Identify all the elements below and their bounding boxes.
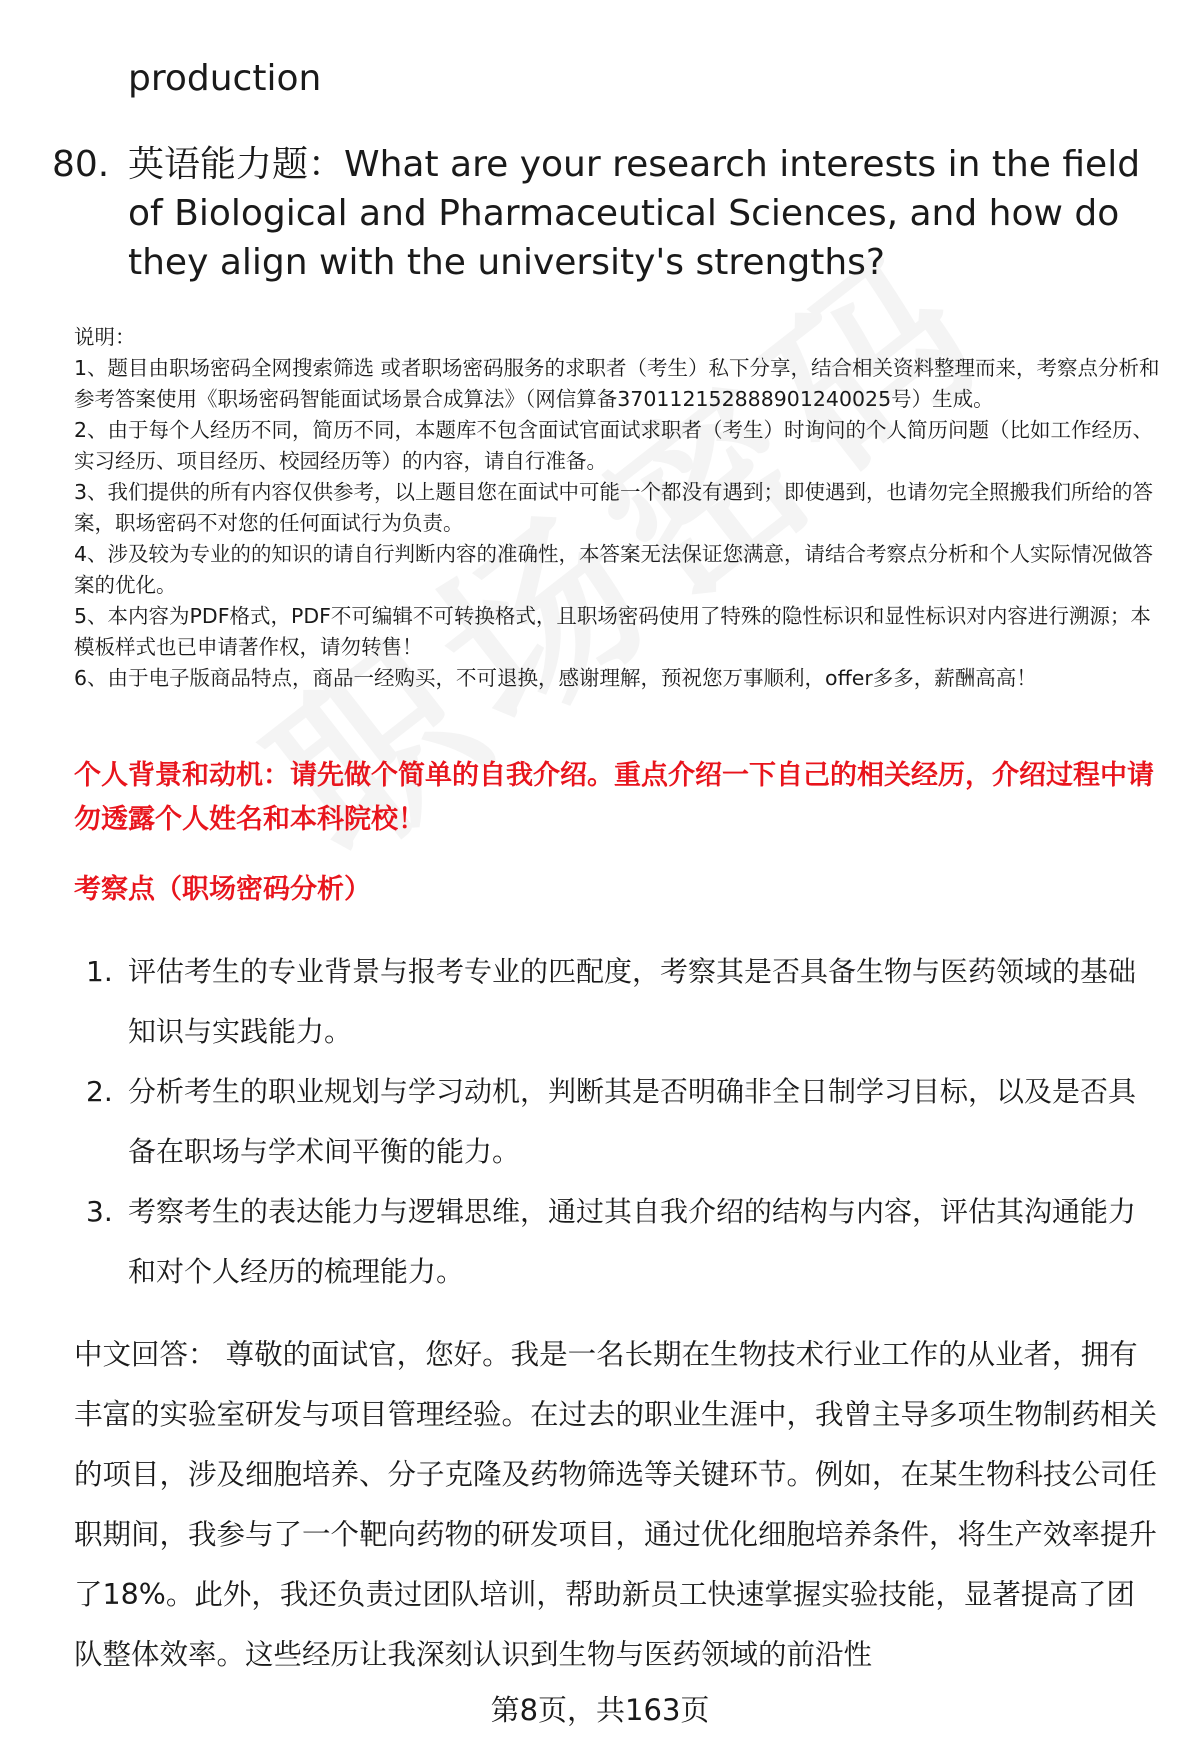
answer-label: 中文回答： <box>74 1338 217 1371</box>
point-text: 分析考生的职业规划与学习动机，判断其是否明确非全日制学习目标，以及是否具备在职场与学术间平衡的能力。 <box>128 1075 1137 1168</box>
question-block <box>52 140 1162 287</box>
analysis-points <box>86 942 1156 1302</box>
point-number: 1. <box>86 955 113 988</box>
section-title: 个人背景和动机：请先做个简单的自我介绍。重点介绍一下自己的相关经历，介绍过程中请勿透露个人姓名和本科院校！ <box>74 760 1154 835</box>
note-item: 1、题目由职场密码全网搜索筛选 或者职场密码服务的求职者（考生）私下分享，结合相关资料整理而来，考察点分析和参考答案使用《职场密码智能面试场景合成算法》（网信算备370112152888901240025号）生成。 <box>74 356 1160 411</box>
list-item <box>86 1062 1156 1182</box>
question-number: 80. <box>52 144 110 185</box>
question-text: 英语能力题：What are your research interests in the field of Biological and Pharmaceutical Sciences, and how do they align with the university's strengths? <box>128 144 1141 283</box>
note-item: 6、由于电子版商品特点，商品一经购买，不可退换，感谢理解，预祝您万事顺利，offer多多，薪酬高高！ <box>74 666 1037 690</box>
note-item: 3、我们提供的所有内容仅供参考，以上题目您在面试中可能一个都没有遇到；即使遇到，也请勿完全照搬我们所给的答案，职场密码不对您的任何面试行为负责。 <box>74 480 1154 535</box>
answer-paragraph <box>74 1325 1162 1685</box>
answer-block <box>74 1325 1162 1685</box>
notes-block <box>74 322 1164 694</box>
note-item: 2、由于每个人经历不同，简历不同，本题库不包含面试官面试求职者（考生）时询问的个人简历问题（比如工作经历、实习经历、项目经历、校园经历等）的内容，请自行准备。 <box>74 418 1154 473</box>
list-item <box>86 1182 1156 1302</box>
list-item <box>86 942 1156 1062</box>
notes-title: 说明： <box>74 325 136 349</box>
continued-text: production <box>128 58 322 99</box>
answer-text: 尊敬的面试官，您好。我是一名长期在生物技术行业工作的从业者，拥有丰富的实验室研发与项目管理经验。在过去的职业生涯中，我曾主导多项生物制药相关的项目，涉及细胞培养、分子克隆及药物筛选等关键环节。例如，在某生物科技公司任职期间，我参与了一个靶向药物的研发项目，通过优化细胞培养条件，将生产效率提升了18%。此外，我还负责过团队培训，帮助新员工快速掌握实验技能，显著提高了团队整体效率。这些经历让我深刻认识到生物与医药领域的前沿性 <box>74 1338 1158 1671</box>
point-number: 2. <box>86 1075 113 1108</box>
point-text: 评估考生的专业背景与报考专业的匹配度，考察其是否具备生物与医药领域的基础知识与实践能力。 <box>128 955 1137 1048</box>
analysis-title: 考察点（职场密码分析） <box>74 874 371 905</box>
page-footer: 第8页，共163页 <box>490 1693 710 1727</box>
note-item: 4、涉及较为专业的的知识的请自行判断内容的准确性，本答案无法保证您满意，请结合考察点分析和个人实际情况做答案的优化。 <box>74 542 1154 597</box>
point-text: 考察考生的表达能力与逻辑思维，通过其自我介绍的结构与内容，评估其沟通能力和对个人经历的梳理能力。 <box>128 1195 1137 1288</box>
note-item: 5、本内容为PDF格式，PDF不可编辑不可转换格式，且职场密码使用了特殊的隐性标识和显性标识对内容进行溯源；本模板样式也已申请著作权，请勿转售！ <box>74 604 1151 659</box>
point-number: 3. <box>86 1195 113 1228</box>
